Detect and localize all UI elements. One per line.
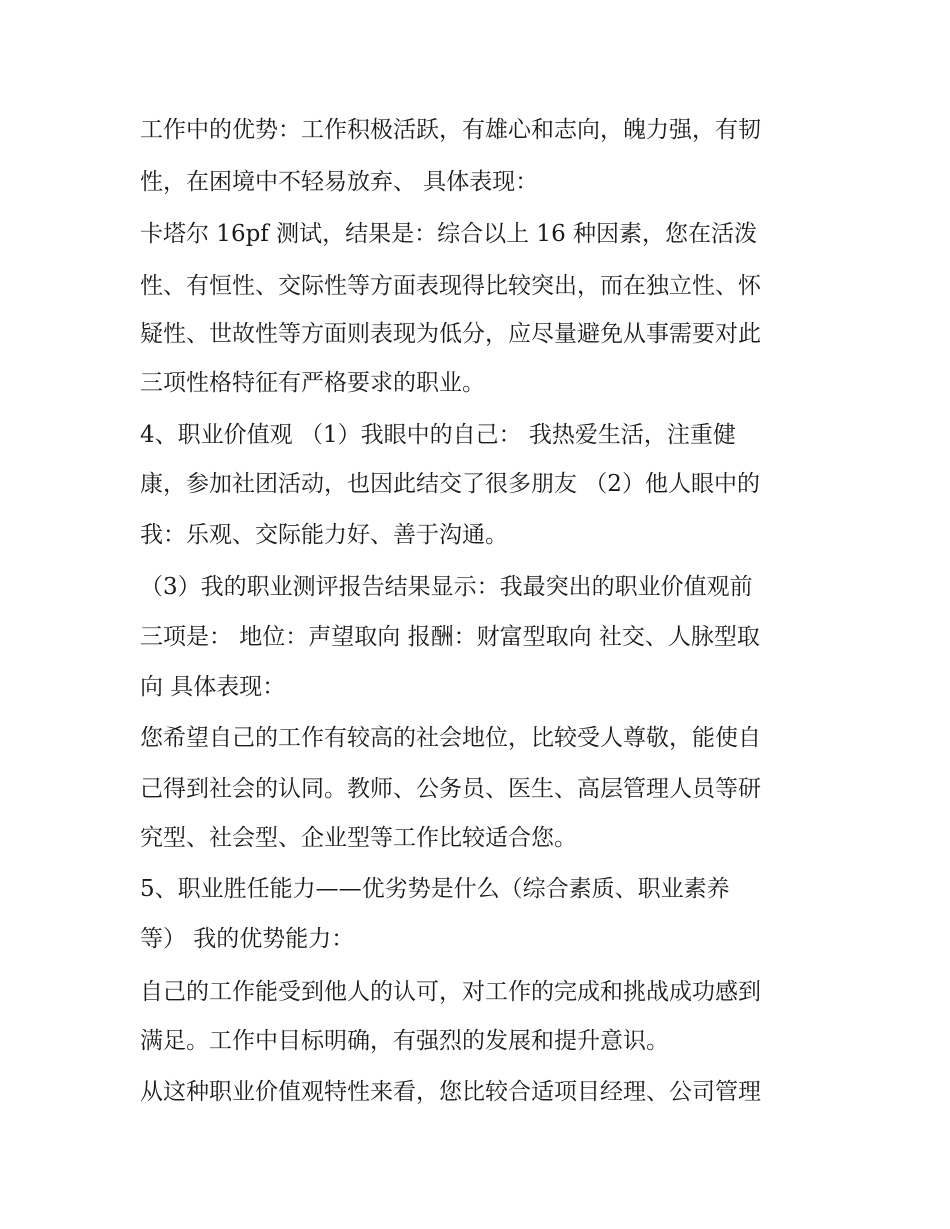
text-line: 康，参加社团活动，也因此结交了很多朋友 （2）他人眼中的 [140, 471, 760, 497]
text-line: 从这种职业价值观特性来看，您比较合适项目经理、公司管理 [140, 1079, 761, 1105]
text-line: 性，在困境中不轻易放弃、 具体表现： [140, 169, 539, 195]
text-line: 性、有恒性、交际性等方面表现得比较突出，而在独立性、怀 [140, 273, 761, 299]
text-line: 5、职业胜任能力——优劣势是什么（综合素质、职业素养 [140, 876, 730, 902]
text-line: 三项性格特征有严格要求的职业。 [140, 370, 485, 396]
text-line: 自己的工作能受到他人的认可，对工作的完成和挑战成功感到 [140, 979, 761, 1005]
text-line: 向 具体表现： [140, 674, 286, 700]
text-line: 疑性、世故性等方面则表现为低分，应尽量避免从事需要对此 [140, 321, 761, 347]
text-line: 己得到社会的认同。教师、公务员、医生、高层管理人员等研 [140, 776, 761, 802]
text-line: 究型、社会型、企业型等工作比较适合您。 [140, 825, 577, 851]
text-line: 您希望自己的工作有较高的社会地位，比较受人尊敬，能使自 [140, 725, 761, 751]
text-line: （3）我的职业测评报告结果显示：我最突出的职业价值观前 [140, 574, 753, 600]
text-line: 卡塔尔 16pf 测试，结果是：综合以上 16 种因素，您在活泼 [140, 221, 758, 247]
text-line: 等） 我的优势能力： [140, 926, 355, 952]
text-line: 三项是： 地位：声望取向 报酬：财富型取向 社交、人脉型取 [140, 624, 760, 650]
text-line: 4、职业价值观 （1）我眼中的自己： 我热爱生活，注重健 [140, 422, 736, 448]
text-line: 工作中的优势：工作积极活跃，有雄心和志向，魄力强，有韧 [140, 117, 761, 143]
text-line: 我：乐观、交际能力好、善于沟通。 [140, 522, 508, 548]
text-line: 满足。工作中目标明确，有强烈的发展和提升意识。 [140, 1028, 669, 1054]
